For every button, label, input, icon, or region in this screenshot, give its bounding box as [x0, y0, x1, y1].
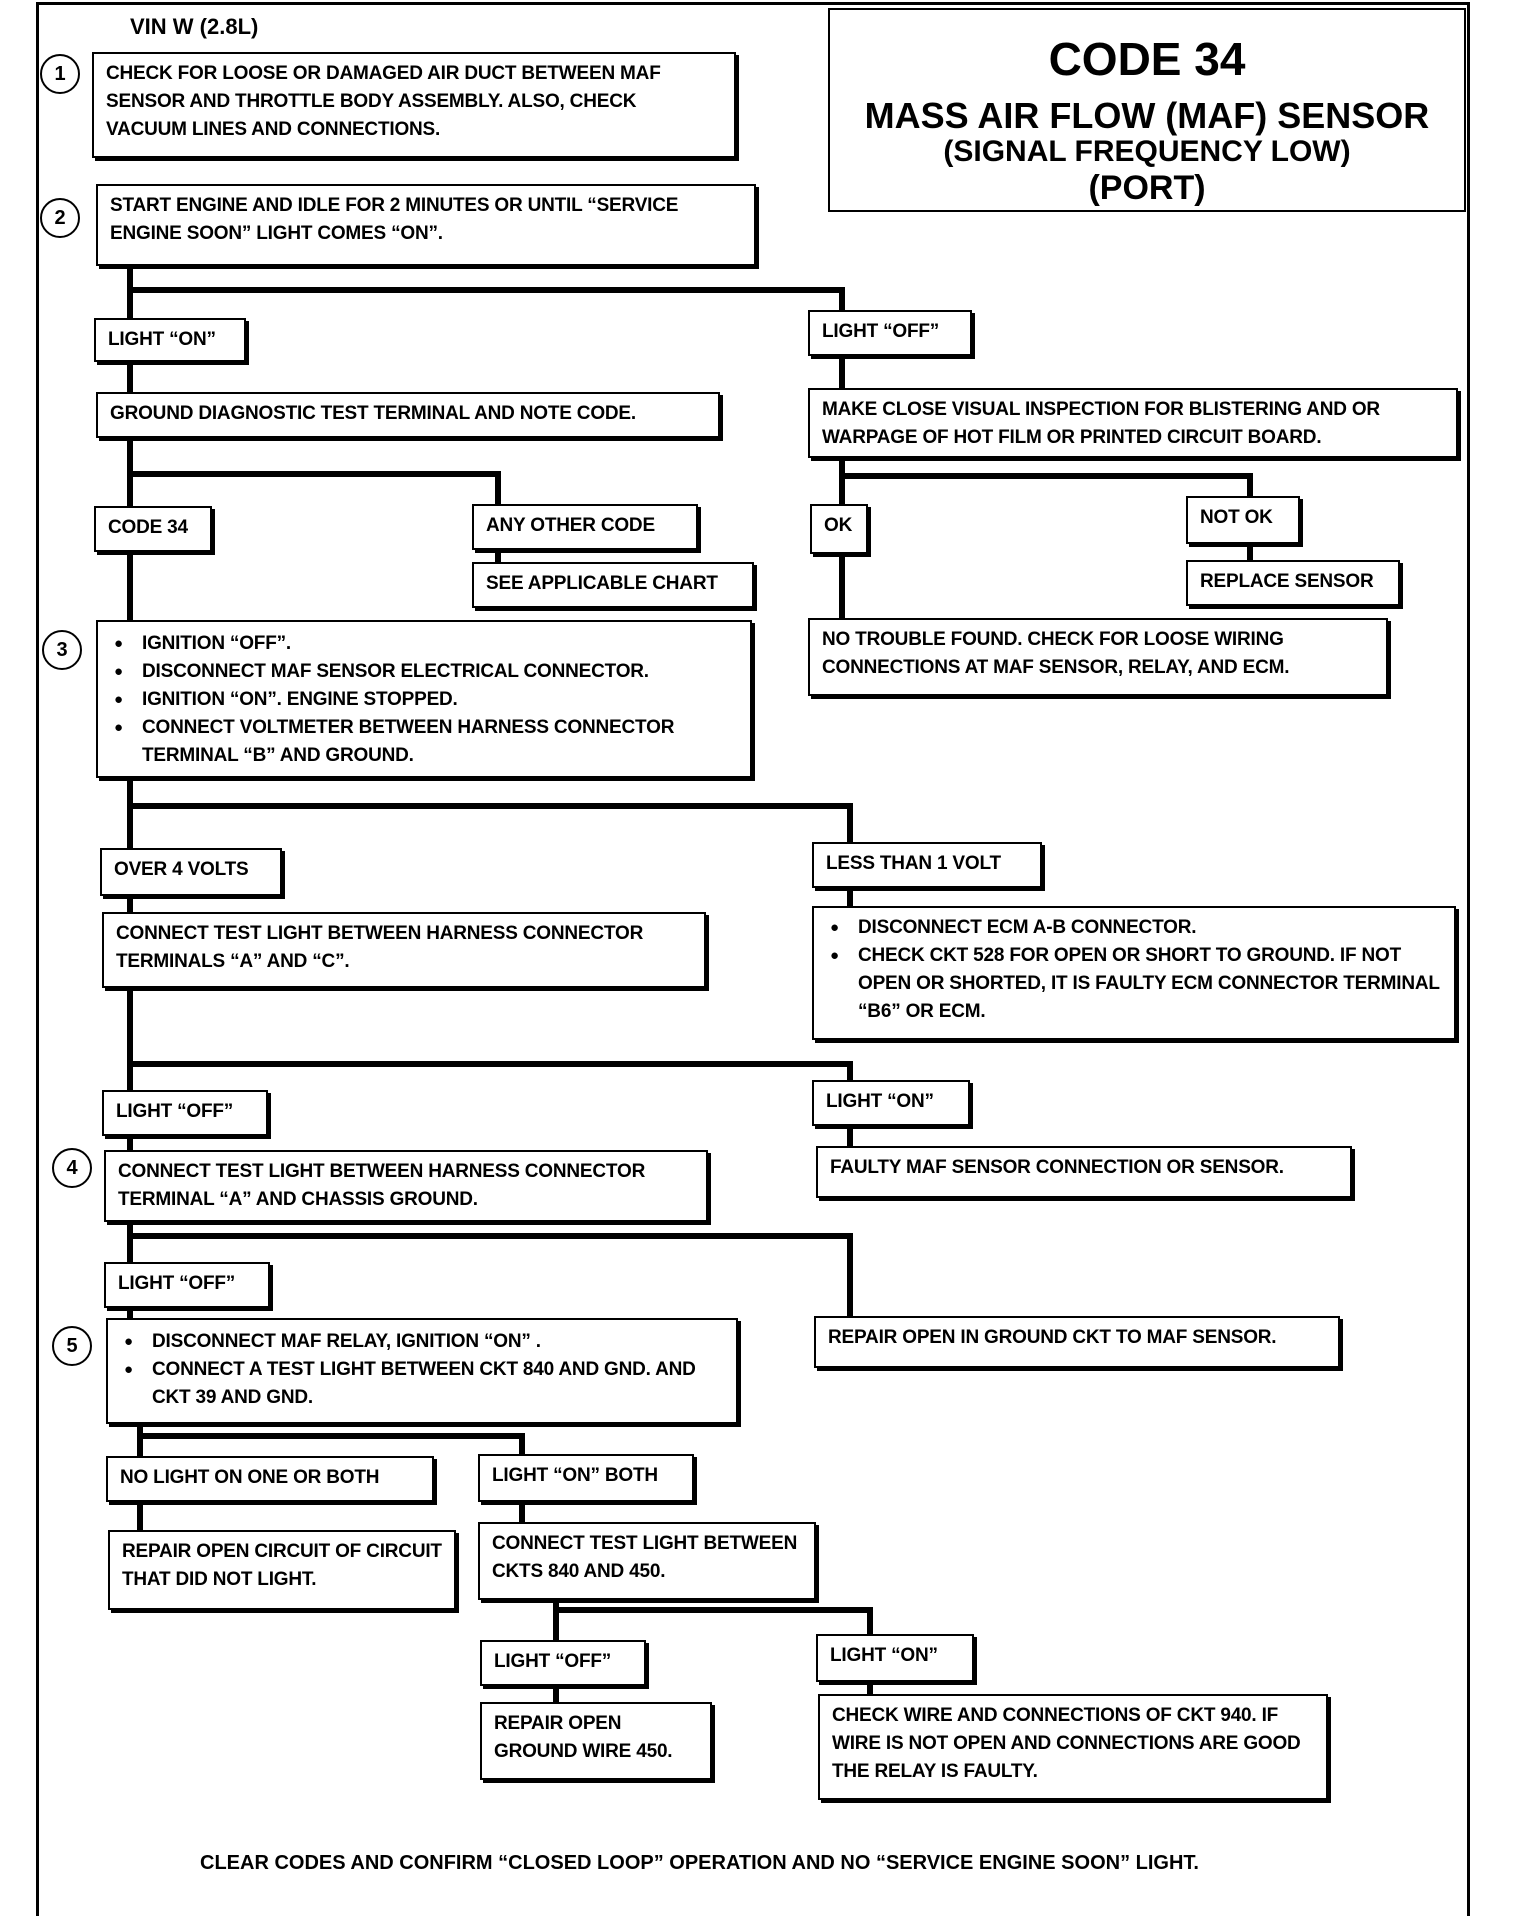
footer-instruction: CLEAR CODES AND CONFIRM “CLOSED LOOP” OPERATION AND NO “SERVICE ENGINE SOON” LIGHT.	[200, 1852, 1199, 1874]
step3-item: ● IGNITION “ON”. ENGINE STOPPED.	[110, 686, 738, 714]
see-applicable-chart-box: SEE APPLICABLE CHART	[472, 562, 754, 608]
light-off-box-2: LIGHT “OFF”	[102, 1090, 268, 1136]
step-number-5: 5	[52, 1326, 92, 1366]
repair-ground-450-box: REPAIR OPEN GROUND WIRE 450.	[480, 1702, 712, 1780]
step-number-3: 3	[42, 630, 82, 670]
ecm-check-box	[812, 906, 1456, 1040]
step3-list	[110, 630, 738, 770]
step-number-2: 2	[40, 198, 80, 238]
repair-ground-ckt-box: REPAIR OPEN IN GROUND CKT TO MAF SENSOR.	[814, 1316, 1340, 1368]
step5-list	[120, 1328, 724, 1412]
no-trouble-box: NO TROUBLE FOUND. CHECK FOR LOOSE WIRING CONNECTIONS AT MAF SENSOR, RELAY, AND ECM.	[808, 618, 1388, 696]
step5-box	[106, 1318, 738, 1424]
code34-box: CODE 34	[94, 506, 212, 552]
no-light-box: NO LIGHT ON ONE OR BOTH	[106, 1456, 434, 1502]
light-off-box-4: LIGHT “OFF”	[480, 1640, 646, 1686]
check-ckt-940-box: CHECK WIRE AND CONNECTIONS OF CKT 940. IF WIRE IS NOT OPEN AND CONNECTIONS ARE GOOD THE RELAY IS FAULTY.	[818, 1694, 1328, 1800]
variant-subtitle: (PORT)	[1088, 169, 1206, 207]
vin-label: VIN W (2.8L)	[130, 14, 259, 39]
sensor-title: MASS AIR FLOW (MAF) SENSOR	[864, 95, 1430, 136]
faulty-maf-box: FAULTY MAF SENSOR CONNECTION OR SENSOR.	[816, 1146, 1352, 1198]
ground-diag-box: GROUND DIAGNOSTIC TEST TERMINAL AND NOTE CODE.	[96, 392, 720, 438]
replace-sensor-box: REPLACE SENSOR	[1186, 560, 1400, 606]
step3-item: ● CONNECT VOLTMETER BETWEEN HARNESS CONNECTOR TERMINAL “B” AND GROUND.	[110, 714, 738, 770]
step4-box: CONNECT TEST LIGHT BETWEEN HARNESS CONNECTOR TERMINAL “A” AND CHASSIS GROUND.	[104, 1150, 708, 1222]
step3-item: ● IGNITION “OFF”.	[110, 630, 738, 658]
light-on-box-4: LIGHT “ON”	[816, 1634, 974, 1682]
ecm-check-item: ● CHECK CKT 528 FOR OPEN OR SHORT TO GROUND. IF NOT OPEN OR SHORTED, IT IS FAULTY ECM CONNECTOR TERMINAL “B6” OR ECM.	[826, 942, 1442, 1026]
visual-inspection-box: MAKE CLOSE VISUAL INSPECTION FOR BLISTERING AND OR WARPAGE OF HOT FILM OR PRINTED CIRCUIT BOARD.	[808, 388, 1458, 458]
not-ok-box: NOT OK	[1186, 496, 1300, 544]
over-4-volts-box: OVER 4 VOLTS	[100, 848, 282, 896]
light-off-box-3: LIGHT “OFF”	[104, 1262, 270, 1308]
step1-box: CHECK FOR LOOSE OR DAMAGED AIR DUCT BETWEEN MAF SENSOR AND THROTTLE BODY ASSEMBLY. ALSO, CHECK VACUUM LINES AND CONNECTIONS.	[92, 52, 736, 158]
step5-item: ● DISCONNECT MAF RELAY, IGNITION “ON” .	[120, 1328, 724, 1356]
step-number-4: 4	[52, 1148, 92, 1188]
connect-840-450-box: CONNECT TEST LIGHT BETWEEN CKTS 840 AND 450.	[478, 1522, 816, 1600]
signal-subtitle: (SIGNAL FREQUENCY LOW)	[943, 135, 1351, 168]
any-other-code-box: ANY OTHER CODE	[472, 504, 698, 550]
step-number-1: 1	[40, 54, 80, 94]
ecm-check-item: ● DISCONNECT ECM A-B CONNECTOR.	[826, 914, 1442, 942]
step5-item: ● CONNECT A TEST LIGHT BETWEEN CKT 840 AND GND. AND CKT 39 AND GND.	[120, 1356, 724, 1412]
ok-box: OK	[810, 504, 868, 554]
step2-box: START ENGINE AND IDLE FOR 2 MINUTES OR UNTIL “SERVICE ENGINE SOON” LIGHT COMES “ON”.	[96, 184, 756, 266]
step3-box	[96, 620, 752, 778]
step3-item: ● DISCONNECT MAF SENSOR ELECTRICAL CONNECTOR.	[110, 658, 738, 686]
code-title: CODE 34	[1048, 33, 1246, 85]
title-block	[828, 8, 1466, 212]
less-than-1-volt-box: LESS THAN 1 VOLT	[812, 842, 1042, 888]
ecm-check-list	[826, 914, 1442, 1026]
repair-open-circuit-box: REPAIR OPEN CIRCUIT OF CIRCUIT THAT DID NOT LIGHT.	[108, 1530, 456, 1610]
light-off-box-1: LIGHT “OFF”	[808, 310, 972, 356]
light-on-box-1: LIGHT “ON”	[94, 318, 246, 362]
connect-terminals-ac-box: CONNECT TEST LIGHT BETWEEN HARNESS CONNECTOR TERMINALS “A” AND “C”.	[102, 912, 706, 988]
light-on-both-box: LIGHT “ON” BOTH	[478, 1454, 694, 1502]
light-on-box-2: LIGHT “ON”	[812, 1080, 970, 1126]
